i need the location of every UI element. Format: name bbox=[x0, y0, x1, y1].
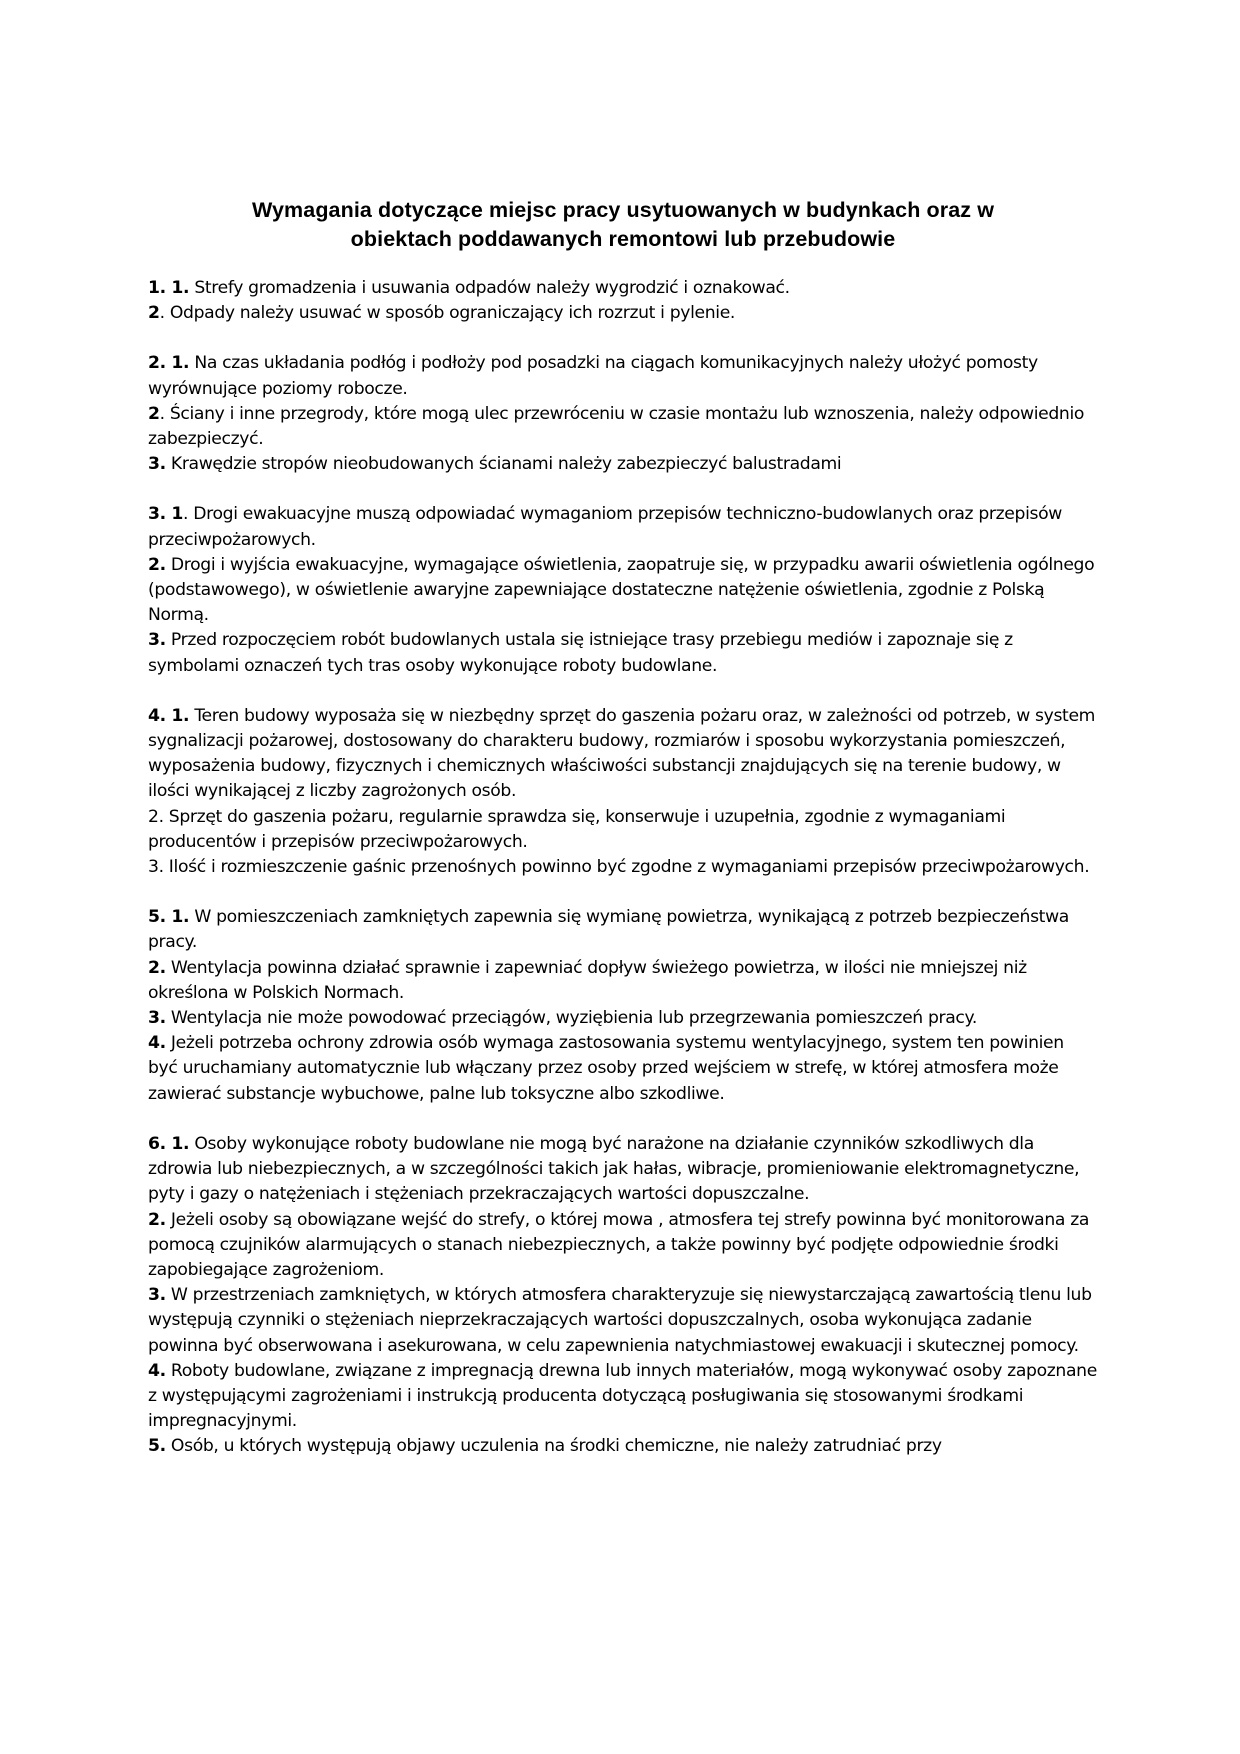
paragraph bbox=[148, 502, 1098, 552]
item-number: 2. bbox=[148, 1209, 166, 1230]
paragraph bbox=[148, 1006, 1098, 1031]
item-text: Wentylacja powinna działać sprawnie i zapewniać dopływ świeżego powietrza, w ilości nie mniejszej niż określona w Polskich Normach. bbox=[148, 957, 1027, 1003]
paragraph bbox=[148, 628, 1098, 678]
item-number: 2. bbox=[148, 957, 166, 978]
paragraph bbox=[148, 1031, 1098, 1107]
section-6 bbox=[148, 1132, 1098, 1460]
item-text: W przestrzeniach zamkniętych, w których atmosfera charakteryzuje się niewystarczającą zawartością tlenu lub występują czynniki o stężeniach nieprzekraczających wartości dopuszczalnych, osoba wykonująca zadanie powinna być obserwowana i asekurowana, w celu zapewnienia natychmiastowej ewakuacji i skutecznej pomocy. bbox=[148, 1285, 1092, 1356]
item-number: 4. bbox=[148, 1033, 166, 1054]
item-text: Jeżeli osoby są obowiązane wejść do strefy, o której mowa , atmosfera tej strefy powinna być monitorowana za pomocą czujników alarmujących o stanach niebezpiecznych, a także powinny być podjęte odpowiednie środki zapobiegające zagrożeniom. bbox=[148, 1209, 1090, 1280]
paragraph bbox=[148, 805, 1098, 855]
item-text: Roboty budowlane, związane z impregnacją drewna lub innych materiałów, mogą wykonywać osoby zapoznane z występującymi zagrożeniami i instrukcją producenta dotyczącą posługiwania się stosowanymi środkami impregnacyjnymi. bbox=[148, 1360, 1097, 1432]
item-text: Jeżeli potrzeba ochrony zdrowia osób wymaga zastosowania systemu wentylacyjnego, system ten powinien być uruchamiany automatycznie lub włączany przez osoby przed wejściem w strefę, w której atmosfera może zawierać substancje wybuchowe, palne lub toksyczne albo szkodliwe. bbox=[148, 1033, 1064, 1104]
item-text: Drogi i wyjścia ewakuacyjne, wymagające oświetlenia, zaopatruje się, w przypadku awarii oświetlenia ogólnego (podstawowego), w oświetlenie awaryjne zapewniające dostateczne natężenie oświetlenia, zgodnie z Polską Normą. bbox=[148, 554, 1095, 626]
item-text: . Ściany i inne przegrody, które mogą ulec przewróceniu w czasie montażu lub wznoszenia, należy odpowiednio zabezpieczyć. bbox=[148, 403, 1085, 450]
item-text: Przed rozpoczęciem robót budowlanych ustala się istniejące trasy przebiegu mediów i zapoznaje się z symbolami oznaczeń tych tras osoby wykonujące roboty budowlane. bbox=[148, 630, 1013, 676]
paragraph bbox=[148, 553, 1098, 629]
item-number: 6. 1. bbox=[148, 1133, 190, 1154]
document-page bbox=[148, 196, 1098, 1485]
paragraph bbox=[148, 905, 1098, 955]
paragraph bbox=[148, 956, 1098, 1006]
item-number: 4. 1. bbox=[148, 705, 190, 726]
paragraph bbox=[148, 1208, 1098, 1284]
title-line-2: obiektach poddawanych remontowi lub przebudowie bbox=[350, 227, 896, 251]
paragraph bbox=[148, 402, 1098, 452]
item-text: Osoby wykonujące roboty budowlane nie mogą być narażone na działanie czynników szkodliwych dla zdrowia lub niebezpiecznych, a w szczególności takich jak hałas, wibracje, promieniowanie elektromagnetyczne, pyty i gazy o natężeniach i stężeniach przekraczających wartości dopuszczalne. bbox=[148, 1133, 1080, 1205]
document-title bbox=[148, 196, 1098, 254]
item-number: 3. bbox=[148, 1285, 166, 1306]
item-number: 3. bbox=[148, 630, 166, 651]
item-text: W pomieszczeniach zamkniętych zapewnia się wymianę powietrza, wynikającą z potrzeb bezpieczeństwa pracy. bbox=[148, 907, 1069, 953]
paragraph bbox=[148, 301, 1098, 326]
paragraph bbox=[148, 1283, 1098, 1359]
item-number: 5. 1. bbox=[148, 907, 190, 928]
paragraph bbox=[148, 1434, 1098, 1459]
item-text: Krawędzie stropów nieobudowanych ścianami należy zabezpieczyć balustradami bbox=[165, 454, 842, 475]
section-3 bbox=[148, 502, 1098, 678]
paragraph bbox=[148, 452, 1098, 477]
item-text: 2. Sprzęt do gaszenia pożaru, regularnie sprawdza się, konserwuje i uzupełnia, zgodnie z wymaganiami producentów i przepisów przeciwpożarowych. bbox=[148, 806, 1006, 852]
item-text: Strefy gromadzenia i usuwania odpadów należy wygrodzić i oznakować. bbox=[189, 278, 790, 298]
item-number: 2. 1. bbox=[148, 353, 190, 374]
paragraph bbox=[148, 1359, 1098, 1435]
section-5 bbox=[148, 905, 1098, 1107]
item-text: Wentylacja nie może powodować przeciągów, wyziębienia lub przegrzewania pomieszczeń pracy. bbox=[165, 1008, 977, 1029]
item-number: 2 bbox=[148, 303, 160, 324]
item-text: Osób, u których występują objawy uczulenia na środki chemiczne, nie należy zatrudniać przy bbox=[165, 1436, 942, 1457]
item-number: 3. bbox=[148, 454, 166, 475]
item-number: 5. bbox=[148, 1436, 166, 1457]
item-number: 3. bbox=[148, 1008, 166, 1029]
paragraph bbox=[148, 855, 1098, 880]
section-1 bbox=[148, 276, 1098, 326]
item-text: . Odpady należy usuwać w sposób ograniczający ich rozrzut i pylenie. bbox=[159, 303, 736, 324]
item-text: . Drogi ewakuacyjne muszą odpowiadać wymaganiom przepisów techniczno-budowlanych oraz przepisów przeciwpożarowych. bbox=[148, 504, 1062, 550]
paragraph bbox=[148, 1132, 1098, 1208]
paragraph bbox=[148, 276, 1098, 301]
paragraph bbox=[148, 351, 1098, 401]
item-text: Na czas układania podłóg i podłoży pod posadzki na ciągach komunikacyjnych należy ułożyć pomosty wyrównujące poziomy robocze. bbox=[148, 353, 1038, 399]
item-number: 2 bbox=[148, 403, 160, 424]
paragraph bbox=[148, 704, 1098, 805]
item-number: 4. bbox=[148, 1360, 166, 1381]
section-2 bbox=[148, 351, 1098, 477]
title-line-1: Wymagania dotyczące miejsc pracy usytuowanych w budynkach oraz w bbox=[251, 198, 995, 222]
item-text: 3. Ilość i rozmieszczenie gaśnic przenośnych powinno być zgodne z wymaganiami przepisów przeciwpożarowych. bbox=[148, 857, 1090, 878]
section-4 bbox=[148, 704, 1098, 880]
item-number: 1. 1. bbox=[148, 278, 190, 298]
item-text: Teren budowy wyposaża się w niezbędny sprzęt do gaszenia pożaru oraz, w zależności od potrzeb, w system sygnalizacji pożarowej, dostosowany do charakteru budowy, rozmiarów i sposobu wykorzystania pomieszczeń, wyposażenia budowy, fizycznych i chemicznych właściwości substancji znajdujących się na terenie budowy, w ilości wynikającej z liczby zagrożonych osób. bbox=[148, 705, 1096, 802]
item-number: 3. 1 bbox=[148, 504, 184, 525]
item-number: 2. bbox=[148, 554, 166, 575]
